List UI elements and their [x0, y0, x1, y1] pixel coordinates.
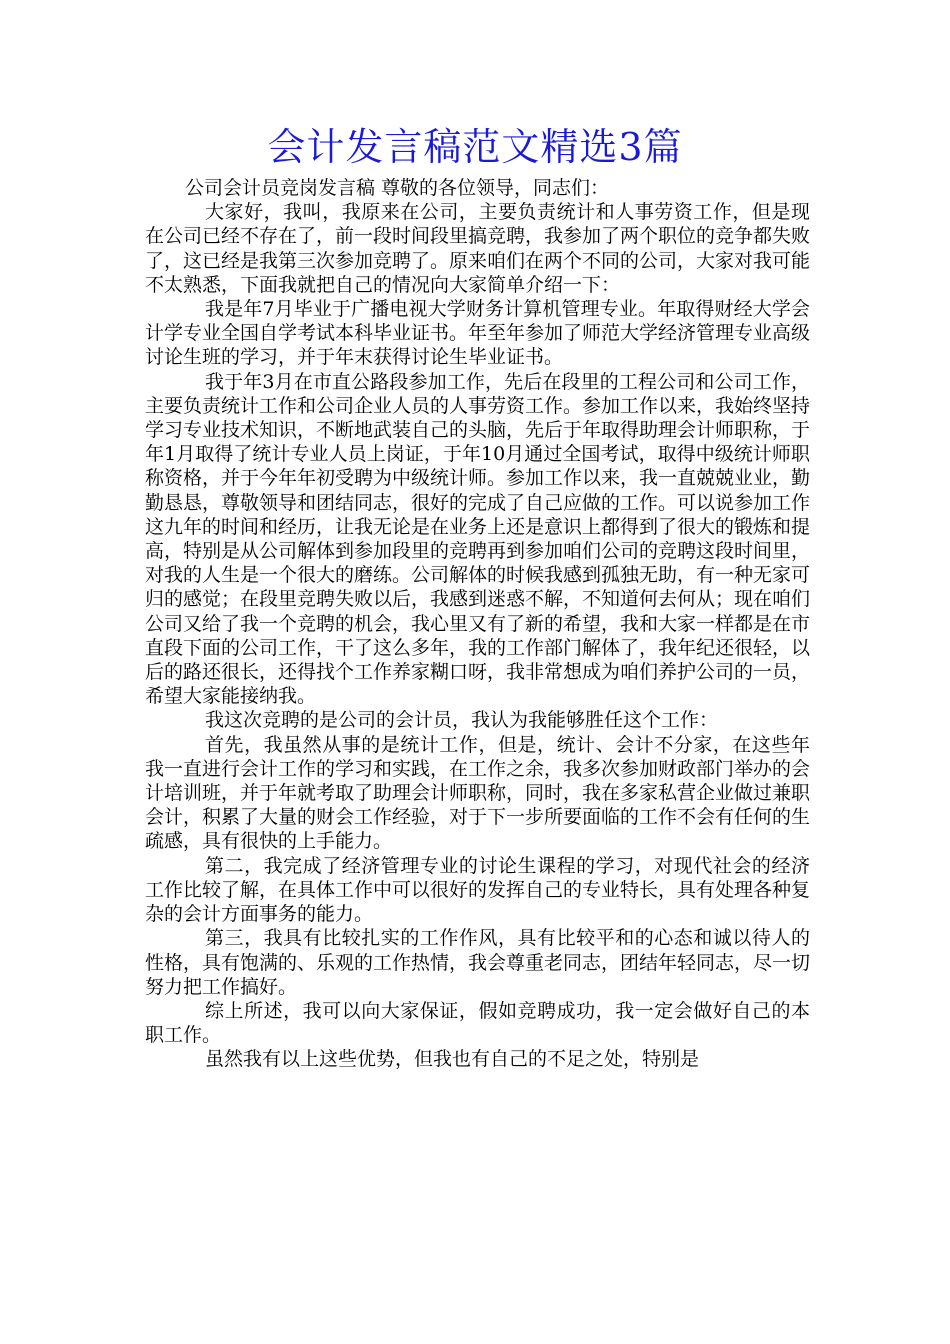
paragraph: 综上所述，我可以向大家保证，假如竞聘成功，我一定会做好自己的本职工作。	[145, 999, 810, 1047]
paragraph: 第三，我具有比较扎实的工作作风，具有比较平和的心态和诚以待人的性格，具有饱满的、乐观的工作热情，我会尊重老同志，团结年轻同志，尽一切努力把工作搞好。	[145, 927, 811, 998]
paragraph: 我于年3月在市直公路段参加工作，先后在段里的工程公司和公司工作，主要负责统计工作和公司企业人员的人事劳资工作。参加工作以来，我始终坚持学习专业技术知识，不断地武装自己的头脑，先后于年取得助理会计师职称，于年1月取得了统计专业人员上岗证，于年10月通过全国考试，取得中级统计师职称资格，并于今年年初受聘为中级统计师。参加工作以来，我一直兢兢业业，勤勤恳恳，尊敬领导和团结同志，很好的完成了自己应做的工作。可以说参加工作这九年的时间和经历，让我无论是在业务上还是意识上都得到了很大的锻炼和提高，特别是从公司解体到参加段里的竞聘再到参加咱们公司的竞聘这段时间里，对我的人生是一个很大的磨练。公司解体的时候我感到孤独无助，有一种无家可归的感觉；在段里竞聘失败以后，我感到迷惑不解，不知道何去何从；现在咱们公司又给了我一个竞聘的机会，我心里又有了新的希望，我和大家一样都是在市直段下面的公司工作，干了这么多年，我的工作部门解体了，我年纪还很轻，以后的路还很长，还得找个工作养家糊口呀，我非常想成为咱们养护公司的一员，希望大家能接纳我。	[145, 370, 811, 708]
paragraph: 我是年7月毕业于广播电视大学财务计算机管理专业。年取得财经大学会计学专业全国自学考试本科毕业证书。年至年参加了师范大学经济管理专业高级讨论生班的学习，并于年末获得讨论生毕业证书。	[145, 298, 811, 369]
document-body	[145, 176, 810, 1072]
paragraph: 大家好，我叫，我原来在公司，主要负责统计和人事劳资工作，但是现在公司已经不存在了，前一段时间段里搞竞聘，我参加了两个职位的竞争都失败了，这已经是我第三次参加竞聘了。原来咱们在两个不同的公司，大家对我可能不太熟悉，下面我就把自己的情况向大家简单介绍一下：	[145, 201, 811, 296]
document-title: 会计发言稿范文精选3篇	[267, 125, 683, 169]
paragraph: 公司会计员竞岗发言稿 尊敬的各位领导，同志们：	[185, 177, 610, 199]
paragraph: 虽然我有以上这些优势，但我也有自己的不足之处，特别是	[205, 1048, 700, 1071]
paragraph: 首先，我虽然从事的是统计工作，但是，统计、会计不分家，在这些年我一直进行会计工作的学习和实践，在工作之余，我多次参加财政部门举办的会计培训班，并于年就考取了助理会计师职称，同时，我在多家私营企业做过兼职会计，积累了大量的财会工作经验，对于下一步所要面临的工作不会有任何的生疏感，具有很快的上手能力。	[145, 733, 811, 853]
paragraph: 我这次竞聘的是公司的会计员，我认为我能够胜任这个工作：	[205, 709, 719, 732]
paragraph: 第二，我完成了经济管理专业的讨论生课程的学习，对现代社会的经济工作比较了解，在具体工作中可以很好的发挥自己的专业特长，具有处理各种复杂的会计方面事务的能力。	[145, 854, 811, 926]
